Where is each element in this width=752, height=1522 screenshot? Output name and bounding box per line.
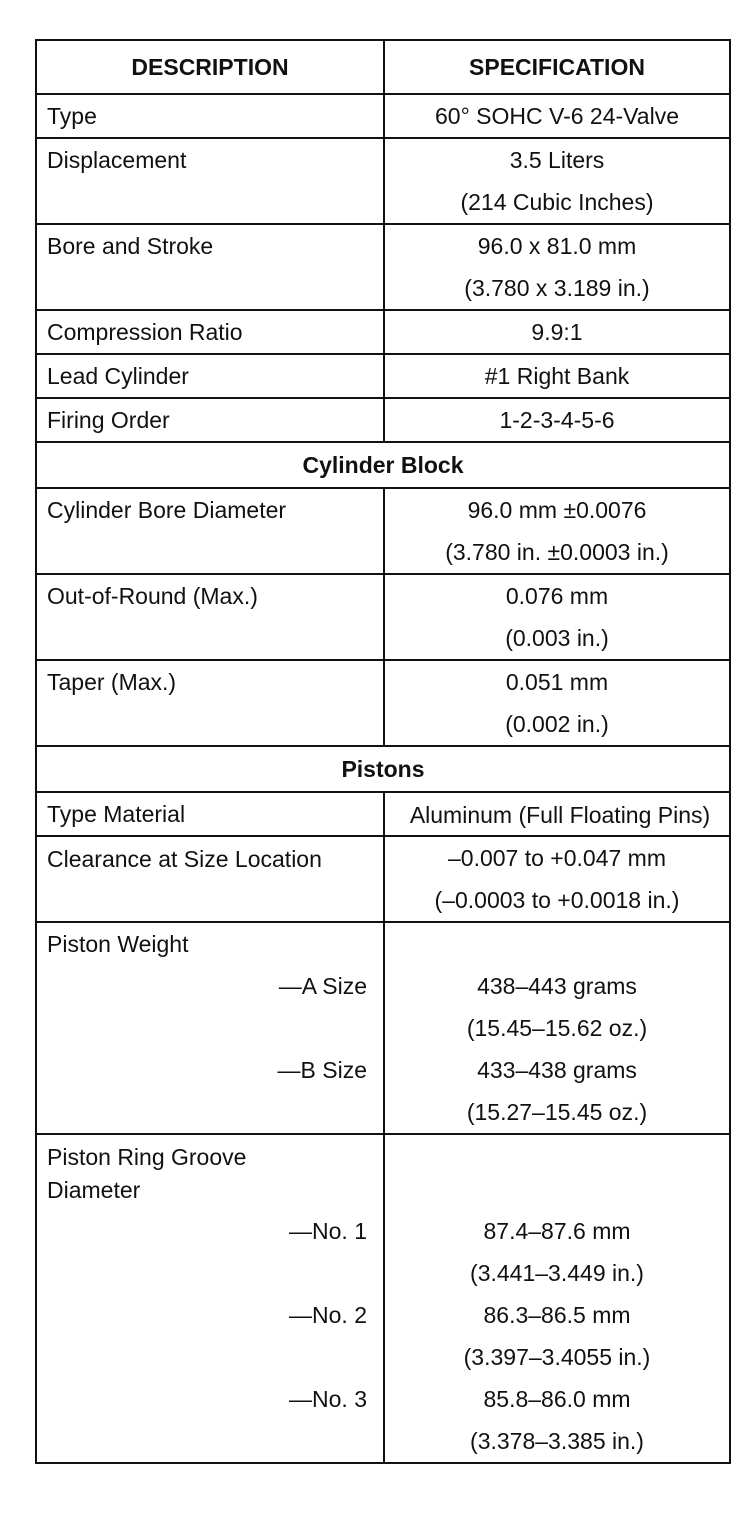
row-value: (214 Cubic Inches) [460, 189, 654, 215]
sub-label: —No. 2 [289, 1302, 367, 1328]
table-row [35, 575, 731, 661]
row-value: (0.002 in.) [505, 711, 609, 737]
row-value: 60° SOHC V-6 24-Valve [435, 103, 679, 129]
spec-table [35, 39, 731, 1464]
row-value: 9.9:1 [531, 319, 583, 345]
row-value: (3.780 x 3.189 in.) [464, 275, 650, 301]
row-value: 85.8–86.0 mm [483, 1386, 631, 1412]
row-value: 1-2-3-4-5-6 [499, 407, 615, 433]
table-row [35, 355, 731, 399]
row-value: (15.27–15.45 oz.) [466, 1099, 648, 1125]
header-description: DESCRIPTION [131, 54, 289, 80]
row-value: 433–438 grams [477, 1057, 637, 1083]
table-row [35, 399, 731, 443]
row-value: 3.5 Liters [509, 147, 605, 173]
row-value: 87.4–87.6 mm [483, 1218, 631, 1244]
table-row [35, 489, 731, 575]
row-value: (15.45–15.62 oz.) [466, 1015, 648, 1041]
row-value: (–0.0003 to +0.0018 in.) [434, 887, 680, 913]
row-value: (3.397–3.4055 in.) [463, 1344, 651, 1370]
sub-label: —A Size [278, 973, 367, 999]
table-row [35, 311, 731, 355]
section-title-pistons: Pistons [341, 756, 425, 782]
table-row [35, 1135, 731, 1464]
table-row [35, 661, 731, 747]
row-label: Lead Cylinder [47, 363, 189, 389]
row-label: Piston Weight [47, 931, 189, 957]
row-value: Aluminum (Full Floating Pins) [409, 802, 711, 828]
row-label: Type [47, 103, 97, 129]
table-row [35, 225, 731, 311]
header-specification: SPECIFICATION [469, 54, 645, 80]
table-row [35, 95, 731, 139]
row-value: (3.780 in. ±0.0003 in.) [445, 539, 669, 565]
row-value: 438–443 grams [477, 973, 637, 999]
table-row [35, 793, 731, 837]
row-value: (3.441–3.449 in.) [470, 1260, 644, 1286]
row-value: (0.003 in.) [505, 625, 609, 651]
row-value: 0.051 mm [505, 669, 609, 695]
table-row [35, 139, 731, 225]
row-label: Cylinder Bore Diameter [47, 497, 287, 523]
row-value: (3.378–3.385 in.) [470, 1428, 644, 1454]
row-label: Piston Ring Groove Diameter [47, 1144, 247, 1203]
row-label: Type Material [47, 801, 186, 827]
table-header [35, 39, 731, 95]
row-label: Clearance at Size Location [47, 846, 322, 872]
row-value: 86.3–86.5 mm [483, 1302, 631, 1328]
row-label: Bore and Stroke [47, 233, 214, 259]
row-label: Displacement [47, 147, 187, 173]
sub-label: —B Size [277, 1057, 367, 1083]
section-row [35, 747, 731, 793]
row-value: 96.0 x 81.0 mm [477, 233, 637, 259]
row-value: 0.076 mm [505, 583, 609, 609]
sub-label: —No. 3 [289, 1386, 367, 1412]
table-row [35, 923, 731, 1135]
section-title-cylinder-block: Cylinder Block [302, 452, 464, 478]
table-row [35, 837, 731, 923]
section-row [35, 443, 731, 489]
row-label: Compression Ratio [47, 319, 243, 345]
row-value: #1 Right Bank [484, 363, 630, 389]
sub-label: —No. 1 [289, 1218, 367, 1244]
row-label: Out-of-Round (Max.) [47, 583, 258, 609]
row-value: –0.007 to +0.047 mm [447, 845, 666, 871]
row-label: Firing Order [47, 407, 170, 433]
row-label: Taper (Max.) [47, 669, 177, 695]
row-value: 96.0 mm ±0.0076 [467, 497, 647, 523]
